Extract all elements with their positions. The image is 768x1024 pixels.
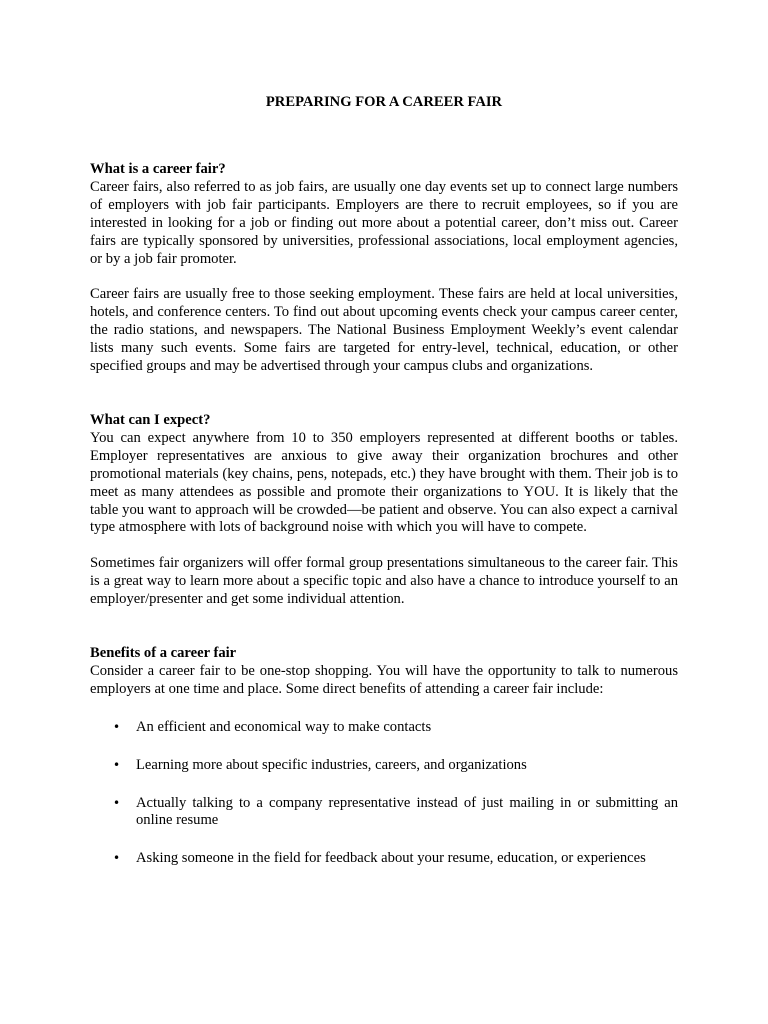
section-what-is-career-fair xyxy=(90,161,678,376)
paragraph: Consider a career fair to be one-stop shopping. You will have the opportunity to talk to numerous employers at one time and place. Some direct benefits of attending a career fair include: xyxy=(90,662,678,697)
section-heading: Benefits of a career fair xyxy=(90,645,237,662)
paragraph: Career fairs, also referred to as job fairs, are usually one day events set up to connect large numbers of employers with job fair participants. Employers are there to recruit employees, so if you are interested in looking for a job or finding out more about a potential career, don’t miss out. Career fairs are typically sponsored by universities, professional associations, local employment agencies, or by a job fair promoter. xyxy=(90,178,678,267)
document-title: PREPARING FOR A CAREER FAIR xyxy=(265,94,503,110)
paragraph: Career fairs are usually free to those seeking employment. These fairs are held at local universities, hotels, and conference centers. To find out about upcoming events check your campus career center, the radio stations, and newspapers. The National Business Employment Weekly’s event calendar lists many such events. Some fairs are targeted for entry-level, technical, education, or other specified groups and may be advertised through your campus clubs and organizations. xyxy=(90,286,678,375)
section-heading: What is a career fair? xyxy=(90,161,226,177)
benefits-list xyxy=(90,719,678,869)
list-item xyxy=(90,850,678,868)
list-item-text: Actually talking to a company representative instead of just mailing in or submitting an online resume xyxy=(136,794,678,829)
paragraph: You can expect anywhere from 10 to 350 employers represented at different booths or tables. Employer representatives are anxious to give away their organization brochures and other promotional materials (key chains, pens, notepads, etc.) they have brought with them. Their job is to meet as many attendees as possible and promote their organizations to YOU. It is likely that the table you want to approach will be crowded—be patient and observe. You can also expect a carnival type atmosphere with lots of background noise with which you will have to compete. xyxy=(90,429,678,536)
section-what-can-i-expect xyxy=(90,412,678,609)
bullet-icon: • xyxy=(113,757,121,772)
list-item xyxy=(90,719,678,737)
list-item-text: Learning more about specific industries, careers, and organizations xyxy=(136,756,527,773)
bullet-icon: • xyxy=(113,719,121,734)
list-item xyxy=(90,795,678,831)
section-benefits xyxy=(90,645,678,868)
list-item xyxy=(90,757,678,775)
document-content xyxy=(90,93,678,888)
list-item-text: Asking someone in the field for feedback about your resume, education, or experiences xyxy=(136,850,646,867)
bullet-icon: • xyxy=(113,795,121,810)
bullet-icon: • xyxy=(113,851,121,866)
list-item-text: An efficient and economical way to make contacts xyxy=(136,718,432,735)
paragraph: Sometimes fair organizers will offer formal group presentations simultaneous to the career fair. This is a great way to learn more about a specific topic and also have a chance to introduce yourself to an employer/presenter and get some individual attention. xyxy=(90,555,678,608)
section-heading: What can I expect? xyxy=(90,411,211,428)
